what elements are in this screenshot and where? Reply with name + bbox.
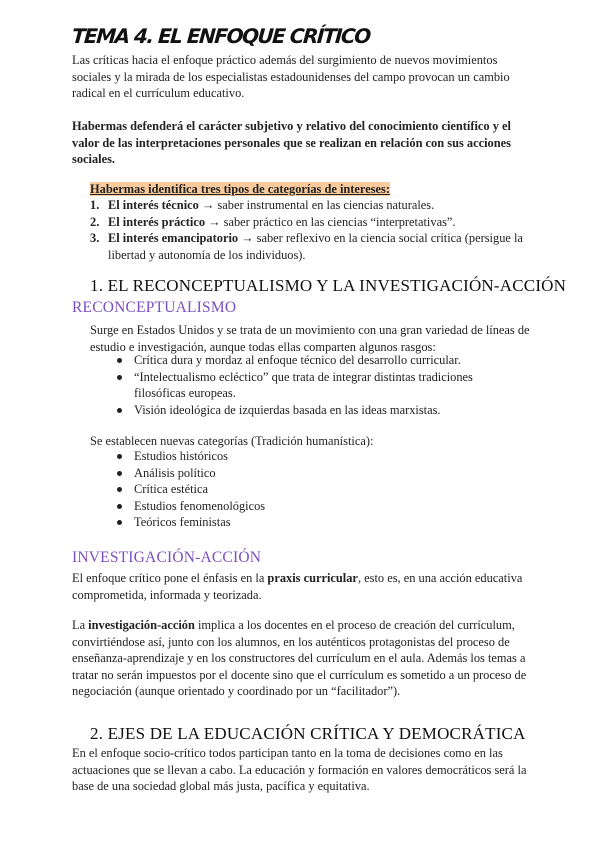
intro-paragraph: Las críticas hacia el enfoque práctico además del surgimiento de nuevos movimientos sociales y la mirada de los especialistas estadounidenses del campo provocan un cambio radical en el currículum educativo. [72, 53, 510, 100]
ia-p2-text: La [72, 618, 89, 632]
list-item: Estudios fenomenológicos [112, 498, 512, 515]
reconceptualismo-heading: RECONCEPTUALISMO [72, 299, 237, 316]
list-item: Crítica dura y mordaz al enfoque técnico del desarrollo curricular. [112, 352, 512, 369]
ia-p2-text-end: implica a los docentes en el proceso de creación del currículum, convirtiéndose así, junto con los alumnos, en los auténticos protagonistas del proceso de enseñanza-aprendizaje y en los constructores del currículum en el aula. Además los temas a tratar no serán impuestos por el docente sino que el currículum es sometido a un proceso de negociación (aunque orientado y coordinado por un “facilitador”). [72, 618, 527, 698]
list-item [72, 214, 532, 231]
section1-heading: 1. EL RECONCEPTUALISMO Y LA INVESTIGACIÓN-ACCIÓN [90, 276, 567, 295]
ia-p1-text-end: , esto es, en una acción educativa comprometida, informada y teorizada. [72, 571, 523, 602]
interest-desc: → saber práctico en las ciencias “interpretativas”. [205, 214, 456, 229]
list-item: “Intelectualismo ecléctico” que trata de integrar distintas tradiciones filosóficas europeas. [112, 369, 512, 402]
ia-p2-bold: investigación-acción [88, 618, 195, 632]
interest-desc: → saber instrumental en las ciencias naturales. [198, 198, 435, 212]
interest-name: El interés emancipatorio [108, 231, 239, 245]
item-number: 2. [90, 214, 100, 229]
list-item: Teóricos feministas [112, 514, 512, 531]
reconceptualismo-text-body: Surge en Estados Unidos y se trata de un movimiento con una gran variedad de líneas de estudio e investigación, aunque todas ellas comparten algunos rasgos: [90, 323, 530, 354]
interest-name: El interés técnico [108, 198, 199, 212]
interests-heading: Habermas identifica tres tipos de categorías de intereses: [90, 182, 390, 196]
ia-paragraph-2 [72, 617, 532, 700]
interest-desc: → saber reflexivo en la ciencia social crítica (persigue la libertad y autonomía de los individuos). [108, 231, 523, 262]
list-item: Estudios históricos [112, 448, 512, 465]
item-number: 1. [90, 198, 100, 212]
investigacion-accion-heading: INVESTIGACIÓN-ACCIÓN [72, 549, 262, 566]
traits-list [112, 352, 512, 418]
section2-paragraph: En el enfoque socio-crítico todos participan tanto en la toma de decisiones como en las actuaciones que se llevan a cabo. La educación y formación en valores democráticos será la base de una sociedad global más justa, pacífica y equitativa. [72, 746, 527, 793]
list-item [72, 197, 532, 214]
ia-p1-text: El enfoque crítico pone el énfasis en la [72, 571, 268, 585]
interest-name: El interés práctico [108, 214, 206, 229]
categories-intro: Se establecen nuevas categorías (Tradición humanística): [90, 434, 374, 448]
ia-p1-bold: praxis curricular [267, 571, 358, 585]
page-title: TEMA 4. EL ENFOQUE CRÍTICO [71, 24, 371, 48]
reconceptualismo-text [90, 322, 530, 355]
categories-list [112, 448, 512, 531]
list-item [72, 230, 532, 263]
list-item: Crítica estética [112, 481, 512, 498]
interests-list [72, 197, 532, 263]
item-number: 3. [90, 231, 100, 245]
section2-heading: 2. EJES DE LA EDUCACIÓN CRÍTICA Y DEMOCRÁTICA [90, 724, 526, 743]
list-item: Análisis político [112, 465, 512, 482]
habermas-statement: Habermas defenderá el carácter subjetivo y relativo del conocimiento científico y el valor de las interpretaciones personales que se realizan en relación con sus acciones sociales. [72, 119, 511, 166]
list-item: Visión ideológica de izquierdas basada en las ideas marxistas. [112, 402, 512, 419]
interests-heading-line [90, 181, 550, 198]
ia-paragraph-1 [72, 570, 532, 603]
